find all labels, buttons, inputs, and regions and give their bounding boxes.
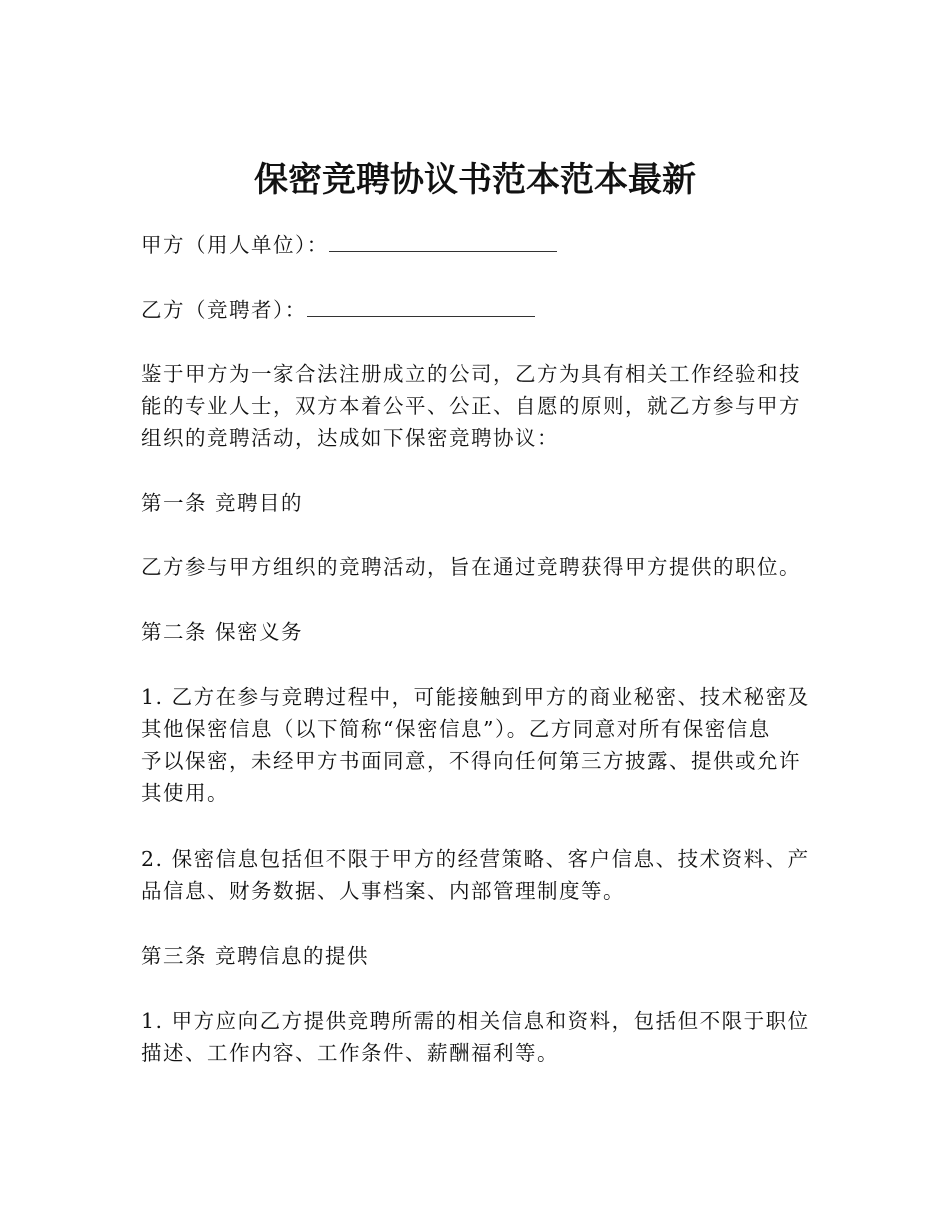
article2-item1-line: 予以保密，未经甲方书面同意，不得向任何第三方披露、提供或允许 xyxy=(141,749,801,773)
preamble-line: 鉴于甲方为一家合法注册成立的公司，乙方为具有相关工作经验和技 xyxy=(141,362,801,386)
article3-item1-line: 描述、工作内容、工作条件、薪酬福利等。 xyxy=(141,1041,559,1065)
party-a-label: 甲方（用人单位）： xyxy=(141,233,329,257)
party-b-label: 乙方（竞聘者）： xyxy=(141,298,307,322)
preamble-line: 组织的竞聘活动，达成如下保密竞聘协议： xyxy=(141,426,559,450)
article2-item2-line: 2. 保密信息包括但不限于甲方的经营策略、客户信息、技术资料、产 xyxy=(141,847,810,871)
preamble-line: 能的专业人士，双方本着公平、公正、自愿的原则，就乙方参与甲方 xyxy=(141,394,801,418)
party-a-blank xyxy=(329,231,557,252)
article2-item2-line: 品信息、财务数据、人事档案、内部管理制度等。 xyxy=(141,879,625,903)
article3-heading: 第三条 竞聘信息的提供 xyxy=(141,944,370,968)
party-a-line xyxy=(141,229,811,261)
article1-heading: 第一条 竞聘目的 xyxy=(141,491,304,515)
preamble-paragraph xyxy=(141,358,811,454)
article3-item1 xyxy=(141,1005,811,1069)
article2-item2 xyxy=(141,843,811,907)
party-b-blank xyxy=(307,296,535,317)
article2-item1-line: 其使用。 xyxy=(141,781,229,805)
document-title: 保密竞聘协议书范本范本最新 xyxy=(254,159,696,200)
article2-heading: 第二条 保密义务 xyxy=(141,620,304,644)
article2-item1-line: 其他保密信息（以下简称“保密信息”）。乙方同意对所有保密信息 xyxy=(141,717,771,741)
article1-text: 乙方参与甲方组织的竞聘活动，旨在通过竞聘获得甲方提供的职位。 xyxy=(141,555,801,579)
article2-item1 xyxy=(141,681,811,809)
article2-item1-line: 1. 乙方在参与竞聘过程中，可能接触到甲方的商业秘密、技术秘密及 xyxy=(141,685,810,709)
party-b-line xyxy=(141,294,811,326)
article3-item1-line: 1. 甲方应向乙方提供竞聘所需的相关信息和资料，包括但不限于职位 xyxy=(141,1009,810,1033)
